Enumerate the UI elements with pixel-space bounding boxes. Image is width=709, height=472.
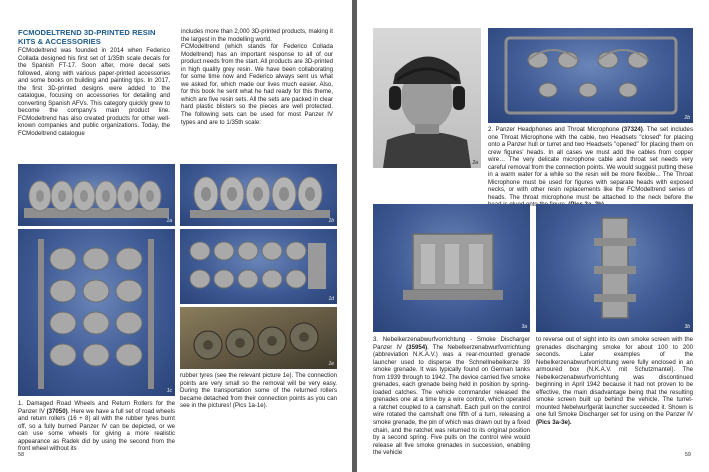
caption-3-continued-body: to reverse out of sight into its own smoke screen with the grenades discharging smoke for about 100 to 200 seconds. Later examples of the Nebelkerzenabwurfvorrichtung were fully enclosed in an armoured box (N.K.A.V. mit Schutzmantel). The Nebelkerzenabwurfvorrichtung was discontinued beginning in April 1942 because it had not proven to be effective, the main disadvantage being that the resulting smoke screen built up behind the vehicle. The turret-mounted Nebelwurfgerät launcher succeeded it. Shown is one full Smoke Discharger set for using on the Panzer IV bbox=[536, 336, 693, 419]
photo-3b bbox=[536, 204, 693, 332]
photo-1a bbox=[18, 164, 175, 226]
photo-label: 2b bbox=[684, 115, 690, 121]
caption-1-continued: rubber tyres (see the relevant picture 1e). The connection points are very small so the removal will be very easy. During the transportation some of the returned rollers became detached from their connection points as you can see in the pictures! (Pics 1a-1e). bbox=[180, 372, 337, 410]
intro-paragraph: FCModeltrend was founded in 2014 when Federico Collada designed his first set of 1/35th scale decals for the Spanish FT-17. Soon after, more decal sets followed, along with various paper-printed accessories and some books on building and painting tips. In 2017, the first 3D-printed designs were added to the catalogue, focusing on accessories for detailing and converting Spanish AFVs. This category quickly grew to become the company's main product line. FCModeltrend has also created products for other well-known companies and public organizations. Today, the FCModeltrend catalogue bbox=[18, 47, 170, 138]
photo-1b bbox=[180, 164, 337, 226]
photo-label: 3a bbox=[521, 324, 527, 330]
caption-1 bbox=[18, 400, 175, 456]
photo-2a bbox=[373, 28, 481, 168]
left-page bbox=[0, 0, 352, 472]
photo-label: 1c bbox=[166, 388, 172, 394]
headphones-parts-illustration bbox=[488, 28, 693, 123]
photo-1e bbox=[180, 307, 337, 369]
return-rollers-illustration bbox=[180, 229, 337, 304]
photo-3a bbox=[373, 204, 530, 332]
model-tank-wheels-illustration bbox=[180, 307, 337, 369]
column2-paragraph: includes more than 2,000 3D-printed products, making it the largest in the modelling world. FCModeltrend (which stands for Federico Collada Modeltrend) has an important response to all of our product needs from the start. All products are 3D-printed in high quality grey resin. We have been collaborating for some time now and Federico always sent us what we asked for, which made our lives much easier. Also, for this book he sent what he had ready for this theme, which are five resin sets. All the sets are packed in clear hard plastic blisters so the pieces are well protected. The following sets can be used for most Panzer IV types and are to 1/35th scale: bbox=[181, 28, 333, 126]
caption-3-lead: 3. Nebelkerzenabwurfvorrichtung - Smoke Discharger Panzer IV bbox=[373, 336, 530, 351]
photo-1d bbox=[180, 229, 337, 304]
article-heading: FCMODELTREND 3D-PRINTED RESIN KITS & ACCESSORIES bbox=[18, 28, 156, 46]
road-wheels-illustration bbox=[18, 164, 175, 226]
photo-label: 2a bbox=[472, 160, 478, 166]
caption-3-continued bbox=[536, 336, 693, 446]
page-number-right: 59 bbox=[684, 452, 691, 458]
caption-3-pics: (Pics 3a-3e). bbox=[536, 419, 572, 427]
smoke-discharger-illustration bbox=[373, 204, 530, 332]
caption-2-code: (37324) bbox=[621, 126, 643, 133]
soldier-portrait-illustration bbox=[373, 28, 481, 168]
photo-1c bbox=[18, 229, 175, 396]
photo-2b bbox=[488, 28, 693, 123]
photo-label: 1b bbox=[328, 218, 334, 224]
photo-label: 1e bbox=[328, 361, 334, 367]
caption-3 bbox=[373, 336, 530, 457]
photo-label: 1d bbox=[328, 296, 334, 302]
right-page bbox=[357, 0, 709, 472]
smoke-discharger-illustration bbox=[536, 204, 693, 332]
photo-label: 1a bbox=[166, 218, 172, 224]
caption-1-lead: 1. Damaged Road Wheels and Return Rollers for the Panzer IV bbox=[18, 400, 175, 415]
caption-2 bbox=[488, 126, 693, 209]
caption-2-lead: 2. Panzer Headphones and Throat Microphone bbox=[488, 126, 622, 133]
page-number-left: 58 bbox=[18, 452, 25, 458]
caption-1-code: (37050) bbox=[46, 407, 68, 415]
caption-1-body: . Here we have a full set of road wheels and return rollers (16 + 8) all with the rubber tyres burnt off, so a fully burned Panzer IV can be depicted, or we can use some wheels for giving a more realistic appearance as Radek did by using the second from the front wheel without its bbox=[18, 407, 175, 453]
wheel-sprue-illustration bbox=[18, 229, 175, 396]
caption-2-body: . The set includes one Throat Microphone with the cable, two Headsets "closed" for placing onto a Panzer hull or turret and two Headsets "opened" for placing them on crew figures' heads. In all cases we must add the cables from copper wire… The very delicate microphone cable and throat set needs very careful removal from the connection points. We would suggest putting these in a warm water for a while so the resin will be more flexible... The Throat Microphone must be used for figures with separate heads with exposed necks, or with other resin replacements like the FCModeltrend series of heads. The throat microphone must be attached to the neck before the onto bbox=[488, 126, 693, 209]
road-wheels-illustration bbox=[180, 164, 337, 226]
photo-label: 3b bbox=[684, 324, 690, 330]
caption-3-body: . The Nebelkerzenabwurfvorrichtung (abbreviation N.K.A.V.) was a rear-mounted grenade launcher used to disperse the Schnellnebelkerze 39 smoke grenade. It was typically found on German tanks from 1939 through to 1942. The device carried five smoke grenades, each grenade being held in position by spring-loaded catches. The vehicle commander released the grenades one at a time by a wire control, which operated a ratchet coupled to a camshaft. Each pull on the control wire rotated the camshaft one fifth of a turn, releasing a smoke grenade, the pin of which was drawn out by a fixed chain, and the ratchet was returned to its original position by a second spring. Five pulls on the control wire would release all five smoke grenades in succession, enabling the vehicle bbox=[373, 343, 530, 457]
caption-3-code: (35954) bbox=[406, 343, 428, 351]
